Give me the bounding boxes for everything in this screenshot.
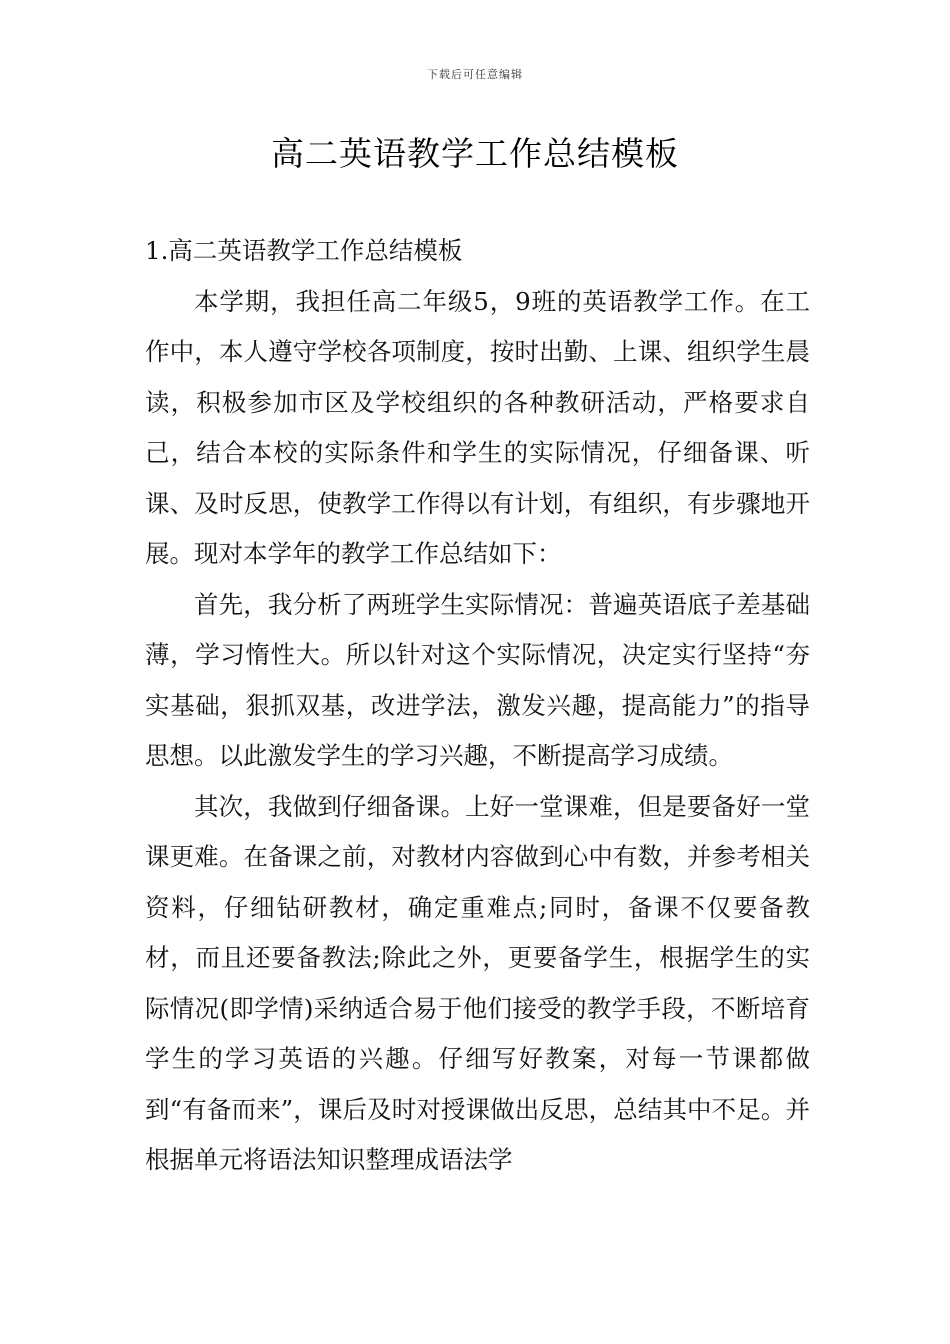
document-body [145,226,810,1186]
paragraph-2: 首先，我分析了两班学生实际情况：普遍英语底子差基础薄，学习惰性大。所以针对这个实际情况，决定实行坚持“夯实基础，狠抓双基，改进学法，激发兴趣，提高能力”的指导思想。以此激发学生的学习兴趣，不断提高学习成绩。 [145,589,810,770]
paragraph-1: 本学期，我担任高二年级5，9班的英语教学工作。在工作中，本人遵守学校各项制度，按时出勤、上课、组织学生晨读，积极参加市区及学校组织的各种教研活动，严格要求自己，结合本校的实际条件和学生的实际情况，仔细备课、听课、及时反思，使教学工作得以有计划，有组织，有步骤地开展。现对本学年的教学工作总结如下： [145,286,810,568]
section-heading: 1.高二英语教学工作总结模板 [145,236,463,265]
paragraph-3: 其次，我做到仔细备课。上好一堂课难，但是要备好一堂课更难。在备课之前，对教材内容做到心中有数，并参考相关资料，仔细钻研教材，确定重难点;同时，备课不仅要备教材，而且还要备教法;除此之外，更要备学生，根据学生的实际情况(即学情)采纳适合易于他们接受的教学手段，不断培育学生的学习英语的兴趣。仔细写好教案，对每一节课都做到“有备而来”，课后及时对授课做出反思，总结其中不足。并根据单元将语法知识整理成语法学 [145,791,810,1174]
header-note: 下载后可任意编辑 [427,68,523,81]
document-title: 高二英语教学工作总结模板 [271,134,679,173]
